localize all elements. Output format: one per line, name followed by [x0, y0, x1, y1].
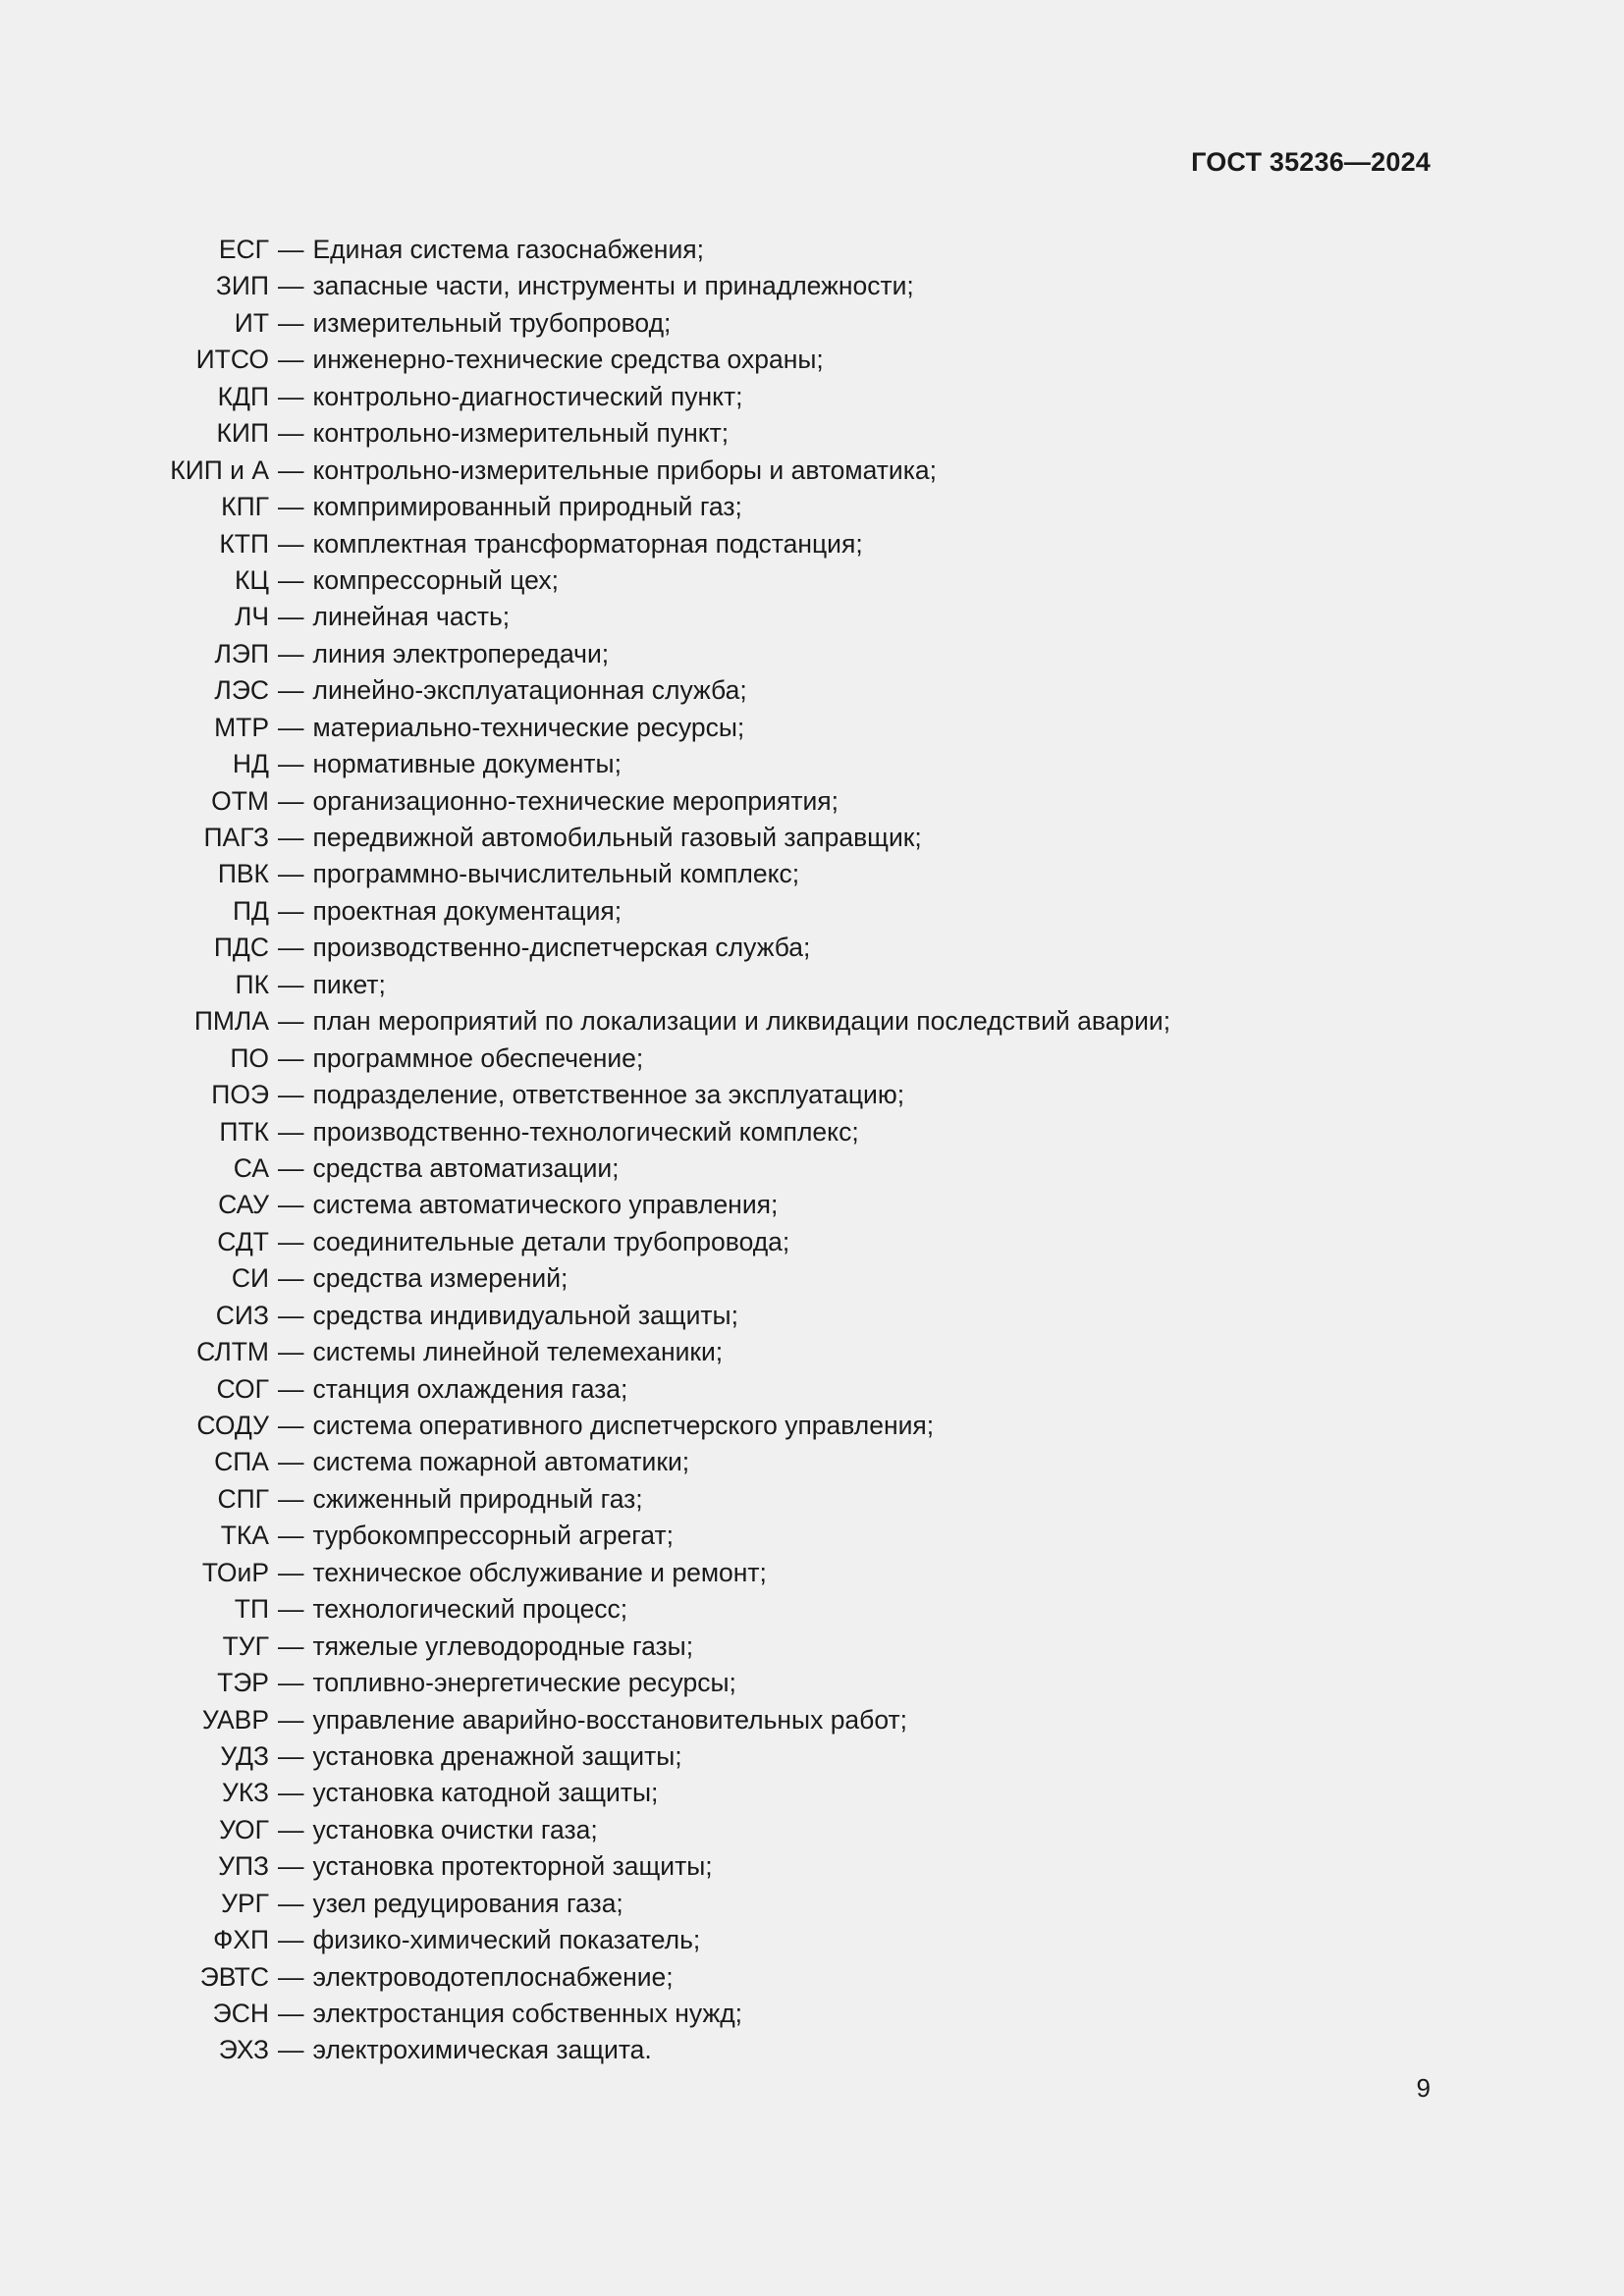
abbreviation-definition: электрохимическая защита.: [312, 2035, 652, 2065]
separator-dash: —: [278, 1190, 304, 1220]
abbreviation-definition: контрольно-измерительный пункт;: [312, 418, 730, 449]
abbreviation-term: ОТМ: [211, 785, 269, 816]
separator-dash: —: [278, 1152, 304, 1183]
separator-dash: —: [278, 1557, 304, 1587]
abbreviation-row: [98, 710, 1170, 746]
page-number: 9: [1416, 2073, 1431, 2103]
abbreviation-term: СПА: [214, 1447, 269, 1477]
abbreviation-row: [98, 1629, 1170, 1665]
abbreviation-term: ЭХЗ: [218, 2035, 269, 2065]
abbreviation-term: ПМЛА: [193, 1006, 269, 1037]
abbreviation-row: [98, 489, 1170, 525]
abbreviation-row: [98, 672, 1170, 709]
abbreviation-row: [98, 1922, 1170, 1958]
abbreviation-row: [98, 1665, 1170, 1701]
abbreviation-row: [98, 1114, 1170, 1150]
abbreviation-term: ПО: [230, 1042, 269, 1073]
separator-dash: —: [278, 859, 304, 889]
abbreviation-row: [98, 1150, 1170, 1187]
abbreviation-term: ПАГЗ: [203, 823, 269, 852]
abbreviation-row: [98, 1003, 1170, 1040]
abbreviation-term: ПТК: [219, 1116, 269, 1147]
abbreviation-definition: средства индивидуальной защиты;: [312, 1300, 738, 1330]
separator-dash: —: [278, 1483, 304, 1514]
abbreviation-term: УДЗ: [220, 1740, 269, 1771]
abbreviation-definition: контрольно-диагностический пункт;: [312, 381, 743, 411]
abbreviation-row: [98, 1555, 1170, 1591]
abbreviation-row: [98, 562, 1170, 599]
abbreviation-term: ЕСГ: [218, 235, 269, 264]
abbreviation-term: ИТСО: [195, 345, 269, 375]
abbreviations-list: [98, 232, 1170, 2069]
abbreviation-definition: линейно-эксплуатационная служба;: [312, 675, 747, 706]
abbreviation-term: ТОиР: [201, 1557, 269, 1587]
separator-dash: —: [278, 1521, 304, 1551]
separator-dash: —: [278, 2035, 304, 2065]
separator-dash: —: [278, 1116, 304, 1147]
abbreviation-definition: компримированный природный газ;: [312, 492, 742, 522]
abbreviation-definition: материально-технические ресурсы;: [312, 712, 745, 742]
abbreviation-term: ЛЭС: [214, 675, 269, 706]
abbreviation-row: [98, 1959, 1170, 1996]
abbreviation-row: [98, 305, 1170, 342]
abbreviation-term: ПДС: [213, 933, 269, 963]
abbreviation-definition: установка катодной защиты;: [312, 1778, 659, 1808]
abbreviation-term: ТЭР: [217, 1668, 269, 1698]
abbreviation-row: [98, 1224, 1170, 1260]
abbreviation-term: СИ: [231, 1263, 269, 1294]
separator-dash: —: [278, 1778, 304, 1808]
abbreviation-definition: запасные части, инструменты и принадлежности;: [312, 271, 914, 301]
abbreviation-term: СОГ: [216, 1373, 269, 1404]
abbreviation-row: [98, 1775, 1170, 1811]
separator-dash: —: [278, 749, 304, 779]
separator-dash: —: [278, 418, 304, 449]
abbreviation-row: [98, 1041, 1170, 1077]
separator-dash: —: [278, 1630, 304, 1661]
separator-dash: —: [278, 1925, 304, 1955]
abbreviation-definition: линейная часть;: [312, 602, 511, 632]
separator-dash: —: [278, 785, 304, 816]
separator-dash: —: [278, 381, 304, 411]
separator-dash: —: [278, 1080, 304, 1110]
abbreviation-definition: комплектная трансформаторная подстанция;: [312, 528, 863, 559]
abbreviation-term: УОГ: [219, 1814, 269, 1844]
abbreviation-definition: проектная документация;: [312, 895, 623, 926]
abbreviation-term: КЦ: [234, 564, 269, 595]
separator-dash: —: [278, 271, 304, 301]
abbreviation-definition: пикет;: [312, 969, 386, 999]
abbreviation-row: [98, 1591, 1170, 1628]
abbreviation-term: УРГ: [221, 1888, 269, 1918]
abbreviation-row: [98, 1481, 1170, 1518]
abbreviation-definition: средства автоматизации;: [312, 1152, 620, 1183]
abbreviation-term: ПД: [233, 895, 269, 926]
separator-dash: —: [278, 675, 304, 706]
separator-dash: —: [278, 564, 304, 595]
abbreviation-row: [98, 415, 1170, 452]
abbreviation-definition: установка дренажной защиты;: [312, 1740, 682, 1771]
abbreviation-definition: средства измерений;: [312, 1263, 568, 1294]
document-code: ГОСТ 35236—2024: [1191, 147, 1431, 177]
separator-dash: —: [278, 454, 304, 485]
abbreviation-term: СДТ: [217, 1226, 269, 1256]
abbreviation-definition: нормативные документы;: [312, 749, 622, 779]
abbreviation-definition: программное обеспечение;: [312, 1042, 644, 1073]
separator-dash: —: [278, 1594, 304, 1625]
abbreviation-row: [98, 1702, 1170, 1738]
abbreviation-definition: тяжелые углеводородные газы;: [312, 1630, 694, 1661]
abbreviation-definition: системы линейной телемеханики;: [312, 1337, 724, 1367]
abbreviation-definition: измерительный трубопровод;: [312, 307, 672, 338]
abbreviation-row: [98, 453, 1170, 489]
abbreviation-definition: соединительные детали трубопровода;: [312, 1226, 790, 1256]
abbreviation-definition: компрессорный цех;: [312, 564, 559, 595]
abbreviation-definition: установка очистки газа;: [312, 1814, 598, 1844]
abbreviation-term: ТКА: [220, 1521, 269, 1551]
abbreviation-term: ПОЭ: [211, 1080, 269, 1110]
abbreviation-row: [98, 1334, 1170, 1370]
abbreviation-term: ПВК: [217, 859, 269, 889]
abbreviation-definition: система оперативного диспетчерского управления;: [312, 1411, 935, 1440]
abbreviation-row: [98, 1408, 1170, 1444]
abbreviation-definition: электроводотеплоснабжение;: [312, 1961, 674, 1992]
abbreviation-definition: техническое обслуживание и ремонт;: [312, 1557, 767, 1587]
abbreviation-term: УАВР: [201, 1704, 269, 1735]
abbreviation-definition: станция охлаждения газа;: [312, 1373, 628, 1404]
separator-dash: —: [278, 1740, 304, 1771]
separator-dash: —: [278, 1006, 304, 1037]
separator-dash: —: [278, 1263, 304, 1294]
abbreviation-row: [98, 599, 1170, 635]
abbreviation-row: [98, 1996, 1170, 2032]
separator-dash: —: [278, 307, 304, 338]
abbreviation-row: [98, 783, 1170, 820]
separator-dash: —: [278, 1226, 304, 1256]
separator-dash: —: [278, 1337, 304, 1367]
abbreviation-row: [98, 1298, 1170, 1334]
abbreviation-term: ЛЭП: [214, 638, 269, 668]
abbreviation-definition: линия электропередачи;: [312, 638, 610, 668]
abbreviation-row: [98, 1848, 1170, 1885]
separator-dash: —: [278, 235, 304, 264]
abbreviation-row: [98, 856, 1170, 892]
abbreviation-term: СА: [233, 1152, 269, 1183]
abbreviation-row: [98, 930, 1170, 966]
abbreviation-term: ЭВТС: [199, 1961, 269, 1992]
abbreviation-term: СОДУ: [196, 1411, 269, 1440]
separator-dash: —: [278, 1042, 304, 1073]
separator-dash: —: [278, 1999, 304, 2028]
abbreviation-term: НД: [232, 749, 269, 779]
abbreviation-definition: управление аварийно-восстановительных работ;: [312, 1704, 908, 1735]
abbreviation-definition: программно-вычислительный комплекс;: [312, 859, 800, 889]
abbreviation-term: МТР: [214, 712, 269, 742]
separator-dash: —: [278, 492, 304, 522]
abbreviation-row: [98, 1077, 1170, 1113]
abbreviation-term: ПК: [235, 969, 269, 999]
abbreviation-definition: технологический процесс;: [312, 1594, 628, 1625]
abbreviation-definition: система пожарной автоматики;: [312, 1447, 690, 1477]
abbreviation-row: [98, 1886, 1170, 1922]
abbreviation-term: КПГ: [221, 492, 269, 522]
abbreviation-term: КИП: [216, 418, 269, 449]
abbreviation-term: СИЗ: [215, 1300, 269, 1330]
abbreviation-row: [98, 1738, 1170, 1775]
separator-dash: —: [278, 1888, 304, 1918]
separator-dash: —: [278, 1300, 304, 1330]
abbreviation-row: [98, 2032, 1170, 2068]
abbreviation-term: ЗИП: [215, 271, 269, 301]
abbreviation-term: САУ: [218, 1190, 269, 1220]
abbreviation-definition: система автоматического управления;: [312, 1190, 779, 1220]
abbreviation-term: УКЗ: [222, 1778, 269, 1808]
abbreviation-definition: физико-химический показатель;: [312, 1925, 701, 1955]
abbreviation-term: ЭСН: [212, 1999, 269, 2028]
abbreviation-definition: сжиженный природный газ;: [312, 1483, 643, 1514]
abbreviation-term: ТП: [234, 1594, 269, 1625]
separator-dash: —: [278, 1668, 304, 1698]
abbreviation-term: КДП: [217, 381, 269, 411]
separator-dash: —: [278, 895, 304, 926]
abbreviation-definition: Единая система газоснабжения;: [312, 235, 704, 264]
abbreviation-term: УПЗ: [218, 1851, 269, 1882]
abbreviation-definition: передвижной автомобильный газовый заправщик;: [312, 823, 922, 852]
abbreviation-definition: план мероприятий по локализации и ликвидации последствий аварии;: [312, 1006, 1171, 1037]
abbreviation-row: [98, 232, 1170, 268]
abbreviation-row: [98, 526, 1170, 562]
abbreviation-definition: организационно-технические мероприятия;: [312, 785, 839, 816]
separator-dash: —: [278, 1373, 304, 1404]
abbreviation-term: КТП: [219, 528, 269, 559]
separator-dash: —: [278, 345, 304, 375]
abbreviation-row: [98, 379, 1170, 415]
abbreviation-definition: подразделение, ответственное за эксплуатацию;: [312, 1080, 905, 1110]
abbreviation-definition: контрольно-измерительные приборы и автоматика;: [312, 454, 937, 485]
abbreviation-row: [98, 1444, 1170, 1480]
separator-dash: —: [278, 1814, 304, 1844]
abbreviation-row: [98, 820, 1170, 856]
abbreviation-term: СЛТМ: [196, 1337, 269, 1367]
separator-dash: —: [278, 602, 304, 632]
abbreviation-term: СПГ: [217, 1483, 269, 1514]
abbreviation-term: ФХП: [213, 1925, 269, 1955]
separator-dash: —: [278, 823, 304, 852]
abbreviation-row: [98, 1187, 1170, 1223]
abbreviation-definition: электростанция собственных нужд;: [312, 1999, 743, 2028]
abbreviation-definition: производственно-диспетчерская служба;: [312, 933, 811, 963]
abbreviation-definition: установка протекторной защиты;: [312, 1851, 713, 1882]
separator-dash: —: [278, 1447, 304, 1477]
separator-dash: —: [278, 712, 304, 742]
abbreviation-term: КИП и А: [170, 454, 269, 485]
abbreviation-term: ИТ: [234, 307, 269, 338]
separator-dash: —: [278, 1961, 304, 1992]
abbreviation-definition: инженерно-технические средства охраны;: [312, 345, 824, 375]
abbreviation-term: ЛЧ: [234, 602, 269, 632]
separator-dash: —: [278, 969, 304, 999]
abbreviation-row: [98, 893, 1170, 930]
abbreviation-term: ТУГ: [222, 1630, 269, 1661]
abbreviation-row: [98, 1518, 1170, 1554]
separator-dash: —: [278, 1411, 304, 1440]
separator-dash: —: [278, 638, 304, 668]
abbreviation-row: [98, 342, 1170, 378]
abbreviation-row: [98, 1260, 1170, 1297]
abbreviation-row: [98, 1371, 1170, 1408]
abbreviation-row: [98, 636, 1170, 672]
abbreviation-row: [98, 268, 1170, 304]
abbreviation-row: [98, 967, 1170, 1003]
separator-dash: —: [278, 1704, 304, 1735]
separator-dash: —: [278, 528, 304, 559]
abbreviation-row: [98, 746, 1170, 782]
abbreviation-row: [98, 1812, 1170, 1848]
separator-dash: —: [278, 933, 304, 963]
separator-dash: —: [278, 1851, 304, 1882]
abbreviation-definition: турбокомпрессорный агрегат;: [312, 1521, 674, 1551]
abbreviation-definition: топливно-энергетические ресурсы;: [312, 1668, 736, 1698]
abbreviation-definition: производственно-технологический комплекс;: [312, 1116, 859, 1147]
abbreviation-definition: узел редуцирования газа;: [312, 1888, 623, 1918]
